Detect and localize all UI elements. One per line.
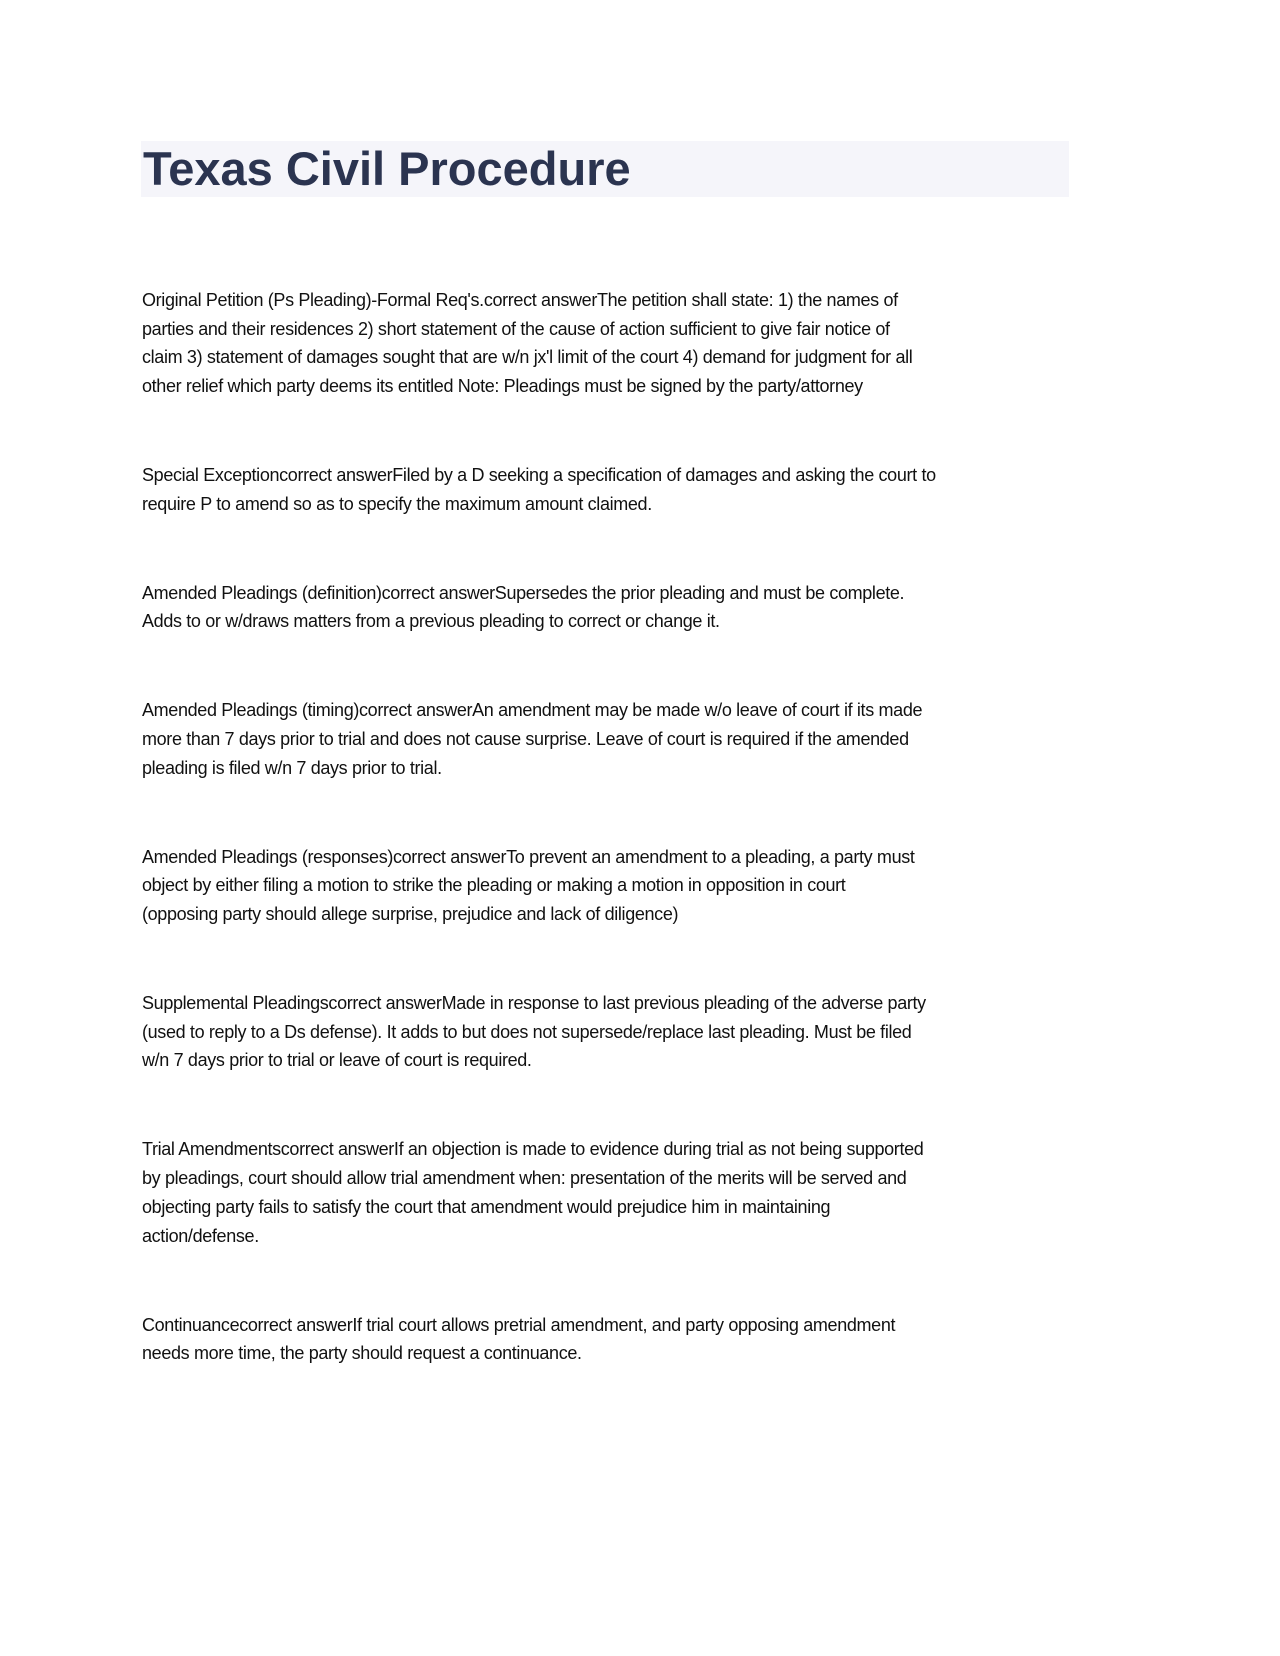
- flashcard-paragraph: [142, 1311, 1082, 1368]
- paragraph-line: Amended Pleadings (responses)correct answerTo prevent an amendment to a pleading, a party must: [142, 846, 915, 867]
- flashcard-paragraph: [142, 286, 1082, 401]
- paragraph-line: w/n 7 days prior to trial or leave of court is required.: [142, 1050, 532, 1071]
- paragraph-line: other relief which party deems its entitled Note: Pleadings must be signed by the party/attorney: [142, 376, 863, 397]
- paragraph-line: by pleadings, court should allow trial amendment when: presentation of the merits will be served and: [142, 1168, 907, 1189]
- paragraph-line: Supplemental Pleadingscorrect answerMade in response to last previous pleading of the adverse party: [142, 993, 926, 1014]
- paragraph-line: action/defense.: [142, 1225, 259, 1246]
- paragraph-line: (used to reply to a Ds defense). It adds to but does not supersede/replace last pleading. Must be filed: [142, 1021, 912, 1042]
- flashcard-paragraph: [142, 696, 1082, 782]
- flashcard-paragraph: [142, 1135, 1082, 1250]
- paragraph-line: objecting party fails to satisfy the court that amendment would prejudice him in maintaining: [142, 1196, 831, 1217]
- paragraph-line: Amended Pleadings (timing)correct answerAn amendment may be made w/o leave of court if its made: [142, 700, 923, 721]
- paragraph-line: object by either filing a motion to strike the pleading or making a motion in opposition in court: [142, 875, 846, 896]
- paragraph-line: Original Petition (Ps Pleading)-Formal Req's.correct answerThe petition shall state: 1) the names of: [142, 290, 898, 310]
- flashcard-paragraph: [142, 461, 1082, 518]
- flashcard-paragraph: [142, 989, 1082, 1075]
- flashcard-paragraph: [142, 843, 1082, 929]
- paragraph-line: pleading is filed w/n 7 days prior to trial.: [142, 757, 442, 778]
- paragraph-line: Special Exceptioncorrect answerFiled by a D seeking a specification of damages and asking the court to: [142, 465, 936, 486]
- paragraph-line: Amended Pleadings (definition)correct answerSupersedes the prior pleading and must be complete.: [142, 582, 905, 603]
- paragraph-line: Adds to or w/draws matters from a previous pleading to correct or change it.: [142, 611, 720, 632]
- flashcard-paragraph: [142, 579, 1082, 636]
- paragraph-line: Trial Amendmentscorrect answerIf an objection is made to evidence during trial as not being supported: [142, 1139, 924, 1160]
- title-banner: [141, 141, 1069, 197]
- document-title: Texas Civil Procedure: [143, 142, 631, 195]
- document-body: [142, 286, 1082, 1428]
- paragraph-line: claim 3) statement of damages sought that are w/n jx'l limit of the court 4) demand for judgment for all: [142, 347, 913, 368]
- paragraph-line: more than 7 days prior to trial and does not cause surprise. Leave of court is required if the amended: [142, 729, 909, 750]
- paragraph-line: (opposing party should allege surprise, prejudice and lack of diligence): [142, 904, 679, 925]
- paragraph-line: needs more time, the party should request a continuance.: [142, 1343, 582, 1364]
- paragraph-line: parties and their residences 2) short statement of the cause of action sufficient to give fair notice of: [142, 318, 890, 339]
- paragraph-line: Continuancecorrect answerIf trial court allows pretrial amendment, and party opposing amendment: [142, 1314, 896, 1335]
- paragraph-line: require P to amend so as to specify the maximum amount claimed.: [142, 493, 652, 514]
